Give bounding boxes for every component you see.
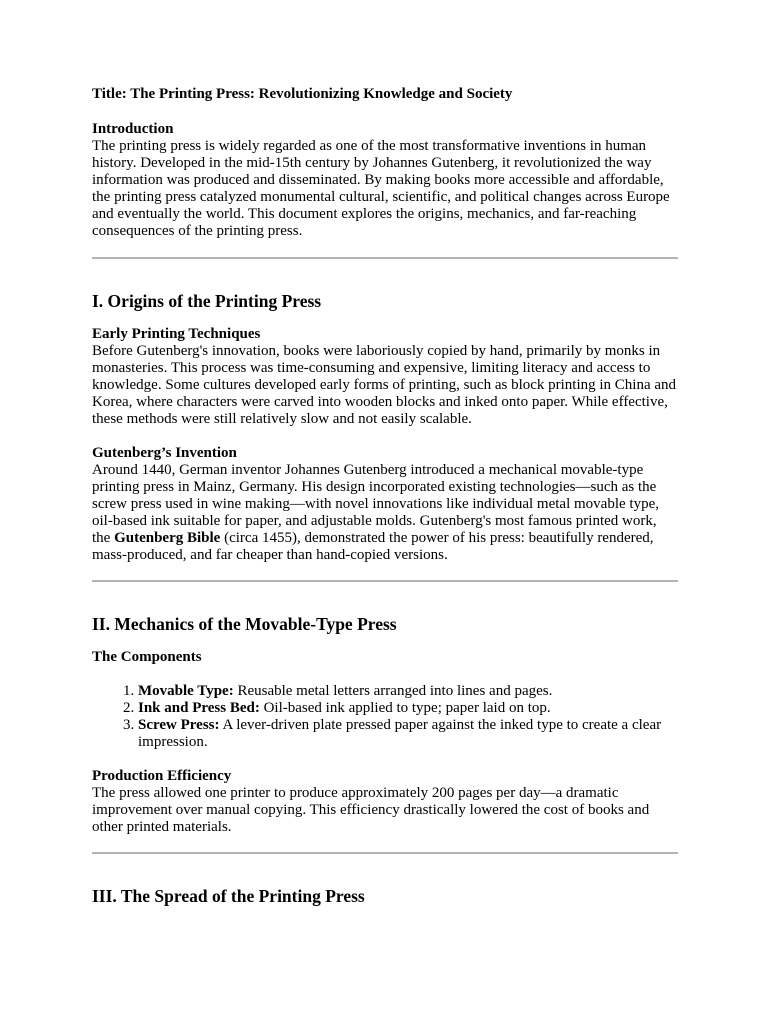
document-title: Title: The Printing Press: Revolutionizing Knowledge and Society (92, 86, 513, 102)
list-item (138, 683, 678, 700)
subheading-components: The Components (92, 649, 202, 665)
early-printing-text: Before Gutenberg's innovation, books were laboriously copied by hand, primarily by monks in monasteries. This process was time-consuming and expensive, limiting literacy and access to knowledge. Some cultures developed early forms of printing, such as block printing in China and Korea, where characters were carved into wooden blocks and inked onto paper. While effective, these methods were still relatively slow and not easily scalable. (92, 343, 677, 427)
section-divider (92, 257, 678, 259)
introduction-heading: Introduction (92, 121, 174, 137)
production-efficiency-text: The press allowed one printer to produce approximately 200 pages per day—a dramatic improvement over manual copying. This efficiency drastically lowered the cost of books and other printed materials. (92, 785, 650, 835)
section-divider (92, 852, 678, 854)
list-item-term: Screw Press: (138, 717, 220, 733)
list-item-desc: A lever-driven plate pressed paper against the inked type to create a clear impression. (138, 717, 662, 750)
section-divider (92, 580, 678, 582)
components-list (92, 683, 678, 751)
gutenberg-text-part1: Around 1440, German inventor Johannes Gutenberg introduced a mechanical movable-type printing press in Mainz, Germany. His design incorporated existing technologies—such as the screw press used in wine making—with novel innovations like individual metal movable type, oil-based ink suitable for paper, and adjustable molds. Gutenberg's most famous printed work, the (92, 462, 659, 546)
list-item-term: Movable Type: (138, 683, 234, 699)
section-heading-mechanics: II. Mechanics of the Movable-Type Press (92, 614, 397, 634)
list-item (138, 700, 678, 717)
introduction-text: The printing press is widely regarded as one of the most transformative inventions in human history. Developed in the mid-15th century by Johannes Gutenberg, it revolutionized the way information was produced and disseminated. By making books more accessible and affordable, the printing press catalyzed monumental cultural, scientific, and political changes across Europe and eventually the world. This document explores the origins, mechanics, and far-reaching consequences of the printing press. (92, 138, 670, 239)
introduction-block (92, 121, 678, 240)
list-item-desc: Oil-based ink applied to type; paper laid on top. (259, 700, 551, 716)
list-item-term: Ink and Press Bed: (138, 700, 260, 716)
section-heading-spread: III. The Spread of the Printing Press (92, 886, 365, 906)
list-item (138, 717, 678, 751)
gutenberg-bible-bold: Gutenberg Bible (114, 530, 221, 546)
subheading-gutenberg-invention: Gutenberg’s Invention (92, 445, 237, 461)
document-content (92, 86, 678, 906)
list-item-desc: Reusable metal letters arranged into lines and pages. (233, 683, 553, 699)
subheading-early-printing: Early Printing Techniques (92, 326, 261, 342)
gutenberg-invention-text (92, 462, 678, 564)
section-heading-origins: I. Origins of the Printing Press (92, 291, 322, 311)
subheading-production-efficiency: Production Efficiency (92, 768, 232, 784)
gutenberg-text-part2: (circa 1455), demonstrated the power of his press: beautifully rendered, mass-produced, and far cheaper than hand-copied versions. (92, 530, 654, 563)
